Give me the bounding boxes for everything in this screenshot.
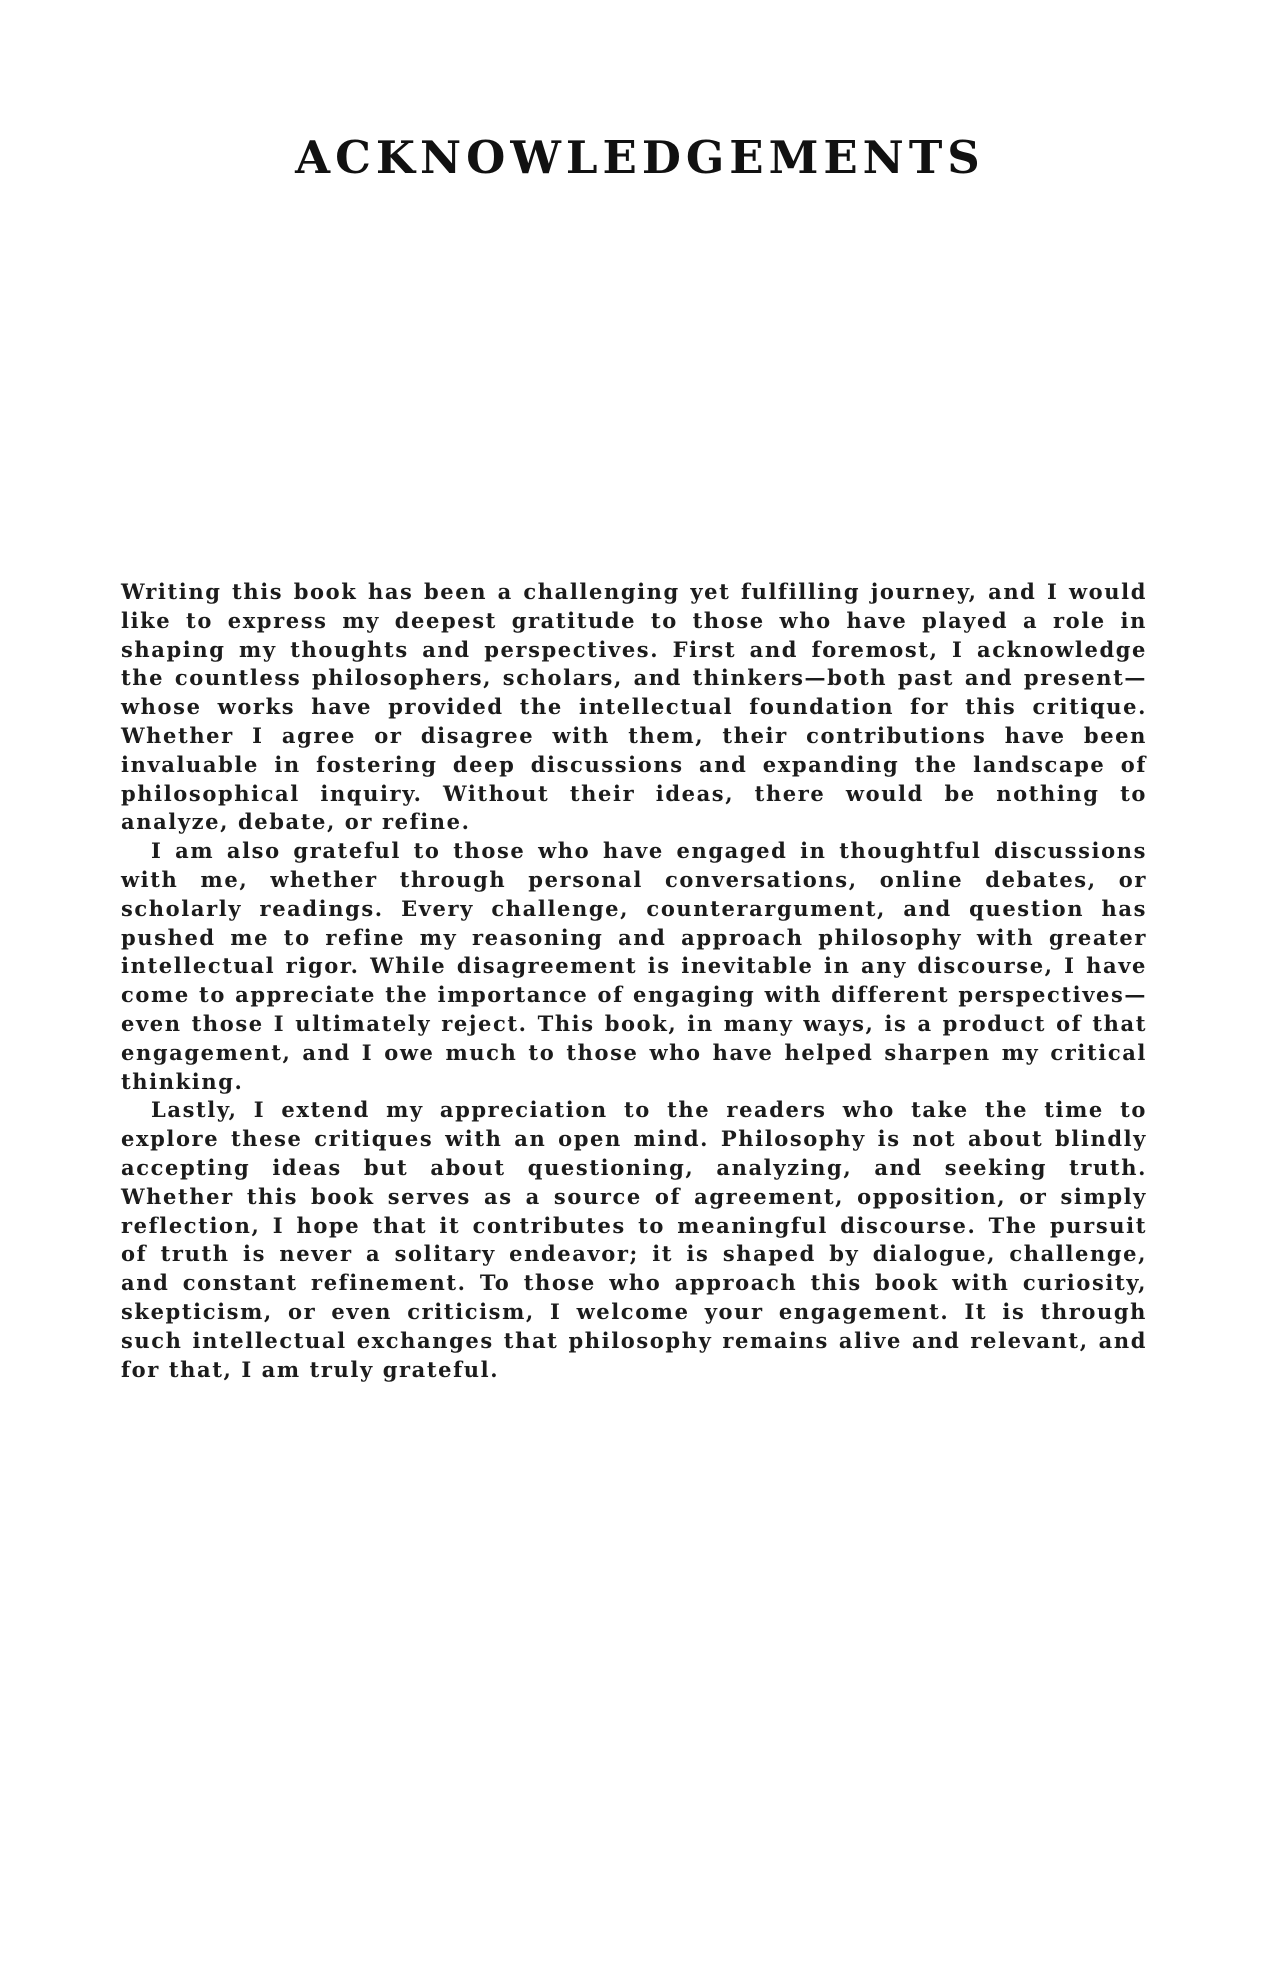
body-text [121,578,1147,1384]
paragraph-1: Writing this book has been a challenging yet fulfilling journey, and I would like to express my deepest gratitude to those who have played a role in shaping my thoughts and perspectives. First and foremost, I acknowledge the countless philosophers, scholars, and thinkers—both past and present—whose works have provided the intellectual foundation for this critique. Whether I agree or disagree with them, their contributions have been invaluable in fostering deep discussions and expanding the landscape of philosophical inquiry. Without their ideas, there would be nothing to analyze, debate, or refine. [121,579,1147,835]
paragraph-3: Lastly, I extend my appreciation to the readers who take the time to explore these critiques with an open mind. Philosophy is not about blindly accepting ideas but about questioning, analyzing, and seeking truth. Whether this book serves as a source of agreement, opposition, or simply reflection, I hope that it contributes to meaningful discourse. The pursuit of truth is never a solitary endeavor; it is shaped by dialogue, challenge, and constant refinement. To those who approach this book with curiosity, skepticism, or even criticism, I welcome your engagement. It is through such intellectual exchanges that philosophy remains alive and relevant, and for that, I am truly grateful. [121,1097,1147,1382]
paragraph-2: I am also grateful to those who have engaged in thoughtful discussions with me, whether through personal conversations, online debates, or scholarly readings. Every challenge, counterargument, and question has pushed me to refine my reasoning and approach philosophy with greater intellectual rigor. While disagreement is inevitable in any discourse, I have come to appreciate the importance of engaging with different perspectives—even those I ultimately reject. This book, in many ways, is a product of that engagement, and I owe much to those who have helped sharpen my critical thinking. [121,838,1147,1094]
page-title: ACKNOWLEDGEMENTS [295,131,985,184]
